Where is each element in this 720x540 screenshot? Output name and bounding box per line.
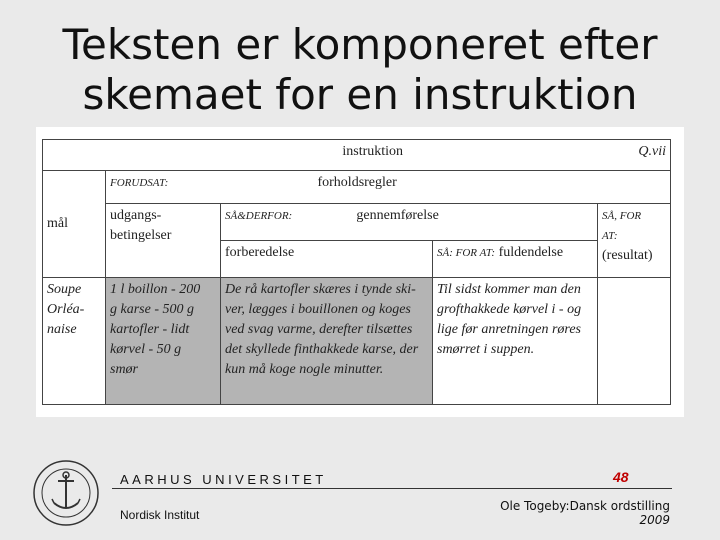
- page-number: 48: [613, 469, 629, 485]
- schema-header-cell: [43, 140, 671, 171]
- schema-forudsat: FORUDSAT:: [110, 177, 169, 189]
- schema-saa-for-2: AT:: [602, 230, 618, 242]
- example-ingredients-line: smør: [110, 362, 139, 377]
- example-result-cell: [598, 278, 671, 405]
- example-completion-line: lige før anretningen røres: [437, 322, 582, 337]
- example-goal-line: naise: [47, 322, 77, 337]
- schema-saa-for-at: SÅ: FOR AT:: [437, 247, 496, 259]
- schema-instruktion: instruktion: [342, 144, 404, 159]
- schema-forholdsregler: forholdsregler: [317, 175, 397, 190]
- university-seal-icon: [32, 459, 100, 527]
- schema-forberedelse-cell: [221, 241, 433, 278]
- example-completion-line: smørret i suppen.: [437, 342, 535, 357]
- title-line-1: Teksten er komponeret efter: [62, 20, 658, 69]
- schema-gennemfoerelse-cell: [221, 204, 598, 241]
- example-ingredients-line: kørvel - 50 g: [110, 342, 182, 357]
- schema-maal-cell: [43, 171, 106, 278]
- example-ingredients-line: g karse - 500 g: [110, 302, 194, 317]
- title-line-2: skemaet for en instruktion: [82, 70, 638, 119]
- example-goal-line: Orléa-: [47, 302, 85, 317]
- example-completion-cell: [433, 278, 598, 405]
- institute-name: Nordisk Institut: [120, 508, 200, 522]
- schema-gennemfoerelse: gennemførelse: [356, 208, 439, 223]
- example-preparation-line: kun må koge nogle minutter.: [225, 362, 384, 377]
- example-preparation-line: De rå kartofler skæres i tynde ski-: [225, 282, 416, 297]
- example-preparation-line: ved svag varme, derefter tilsættes: [225, 322, 413, 337]
- example-preparation-cell: [221, 278, 433, 405]
- schema-udgangsbetingelser-cell: [106, 204, 221, 278]
- example-completion-line: Til sidst kommer man den: [437, 282, 581, 297]
- schema-resultat: (resultat): [602, 248, 653, 263]
- schema-forudsat-cell: [106, 171, 671, 204]
- year: 2009: [639, 513, 670, 527]
- slide-title: [0, 20, 720, 120]
- example-ingredients-cell: [106, 278, 221, 405]
- schema-saa-for-1: SÅ, FOR: [602, 210, 642, 222]
- example-ingredients-line: kartofler - lidt: [110, 322, 190, 337]
- schema-resultat-cell: [598, 204, 671, 278]
- example-goal-cell: [43, 278, 106, 405]
- schema-fuldendelse-cell: [433, 241, 598, 278]
- schema-forberedelse: forberedelse: [225, 245, 295, 260]
- schema-udgangs-1: udgangs-: [110, 208, 162, 223]
- schema-qvii: Q.vii: [638, 144, 666, 159]
- footer-divider: [112, 488, 672, 489]
- author-credit: Ole Togeby:Dansk ordstilling: [500, 499, 670, 513]
- example-completion-line: grofthakkede kørvel i - og: [437, 302, 582, 317]
- schema-fuldendelse: fuldendelse: [498, 245, 564, 260]
- schema-saa-derfor: SÅ&DERFOR:: [225, 210, 293, 222]
- author-block: [500, 499, 670, 527]
- schema-udgangs-2: betingelser: [110, 228, 172, 243]
- example-ingredients-line: 1 l boillon - 200: [110, 282, 201, 297]
- instruction-schema-table: [42, 139, 671, 405]
- schema-maal: mål: [47, 216, 68, 231]
- example-preparation-line: ver, lægges i bouillonen og koges: [225, 302, 411, 317]
- university-name: AARHUS UNIVERSITET: [120, 472, 327, 487]
- instruction-schema-image: [36, 127, 684, 417]
- example-goal-line: Soupe: [47, 282, 82, 297]
- example-preparation-line: det skyllede finthakkede karse, der: [225, 342, 419, 357]
